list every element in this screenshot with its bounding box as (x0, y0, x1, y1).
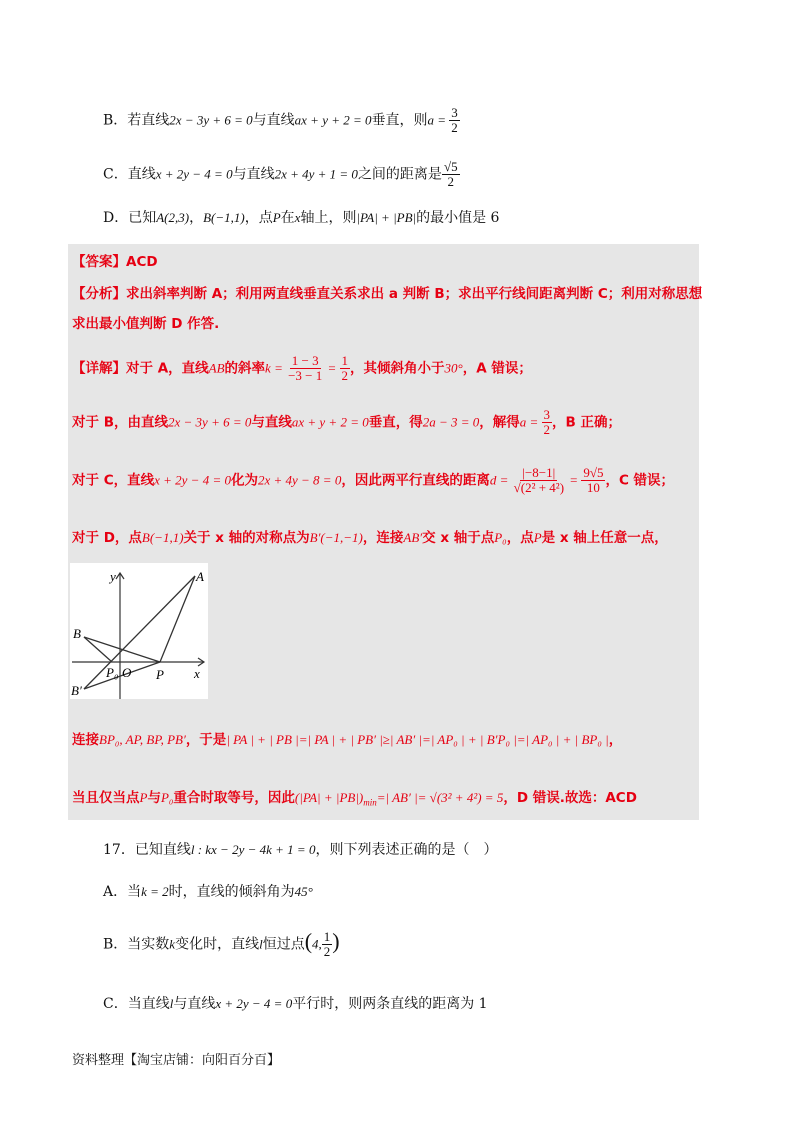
math: B′(−1,−1) (309, 530, 363, 545)
fraction (286, 354, 324, 383)
analysis-line-1: 【分析】求出斜率判断 A；利用两直线垂直关系求出 a 判断 B；求出平行线间距离判断 C；利用对称思想 (72, 286, 703, 302)
denominator: −3 − 1 (288, 368, 323, 383)
text: ，因此两平行直线的距离 (341, 472, 490, 489)
detail-a (72, 354, 532, 383)
numerator: |−8−1| (522, 465, 556, 480)
text: 当实数 (127, 936, 170, 953)
text: ，连接 (362, 530, 404, 546)
label-x: x (194, 666, 200, 681)
math: x + 2y − 4 = 0 (154, 472, 231, 488)
q17-option-c (103, 994, 488, 1014)
numerator: 3 (451, 105, 458, 120)
math: x (294, 210, 301, 225)
text: 与直线 (251, 414, 292, 431)
text: 在 (280, 210, 295, 226)
math: P₀ (494, 530, 507, 545)
option-b-label: B． (103, 112, 128, 129)
math: | PA | + | PB |=| PA | + | PB′ |≥| AB′ |=| AP₀ | + | B′P₀ |=| AP₀ | + | BP₀ | (226, 732, 609, 747)
math: k = 2 (141, 884, 169, 899)
fraction (581, 466, 605, 495)
text: 与 (147, 790, 161, 806)
text: 已知 (128, 210, 157, 226)
fraction (322, 930, 333, 959)
label-b-prime: B′ (71, 683, 82, 698)
math: k = (265, 360, 287, 376)
math: d = (489, 472, 512, 488)
math: (|PA| + |PB|) (294, 790, 364, 805)
option-b (103, 106, 460, 135)
math: = (324, 360, 340, 376)
math: l (259, 936, 263, 952)
math: x + 2y − 4 = 0 (155, 166, 233, 182)
q17-option-b (103, 930, 340, 959)
math: = (566, 472, 582, 488)
denominator: 2 (323, 944, 331, 959)
math-subscript: min (363, 797, 377, 808)
detail-b (72, 408, 621, 437)
text: ，其倾斜角小于 (350, 360, 445, 377)
detail-c (72, 466, 674, 495)
math: 2x − 3y + 6 = 0 (168, 414, 252, 430)
text: 之间的距离是 (357, 166, 442, 183)
label-p0: P₀ (106, 665, 119, 680)
math: AB (208, 360, 225, 376)
coordinate-figure (70, 563, 212, 703)
label-a: A (196, 569, 204, 584)
text: 与直线 (252, 112, 295, 129)
numerator: 3 (543, 407, 551, 422)
label-y: y (110, 569, 116, 584)
text: ，点 (506, 530, 534, 546)
final-line (72, 788, 637, 813)
math: =| AB′ |= √(3² + 4²) = 5 (376, 790, 504, 805)
text: 垂直，则 (371, 112, 428, 129)
math: a = (519, 414, 542, 430)
math: 2x − 3y + 6 = 0 (169, 112, 253, 128)
text: 已知直线 (134, 842, 191, 858)
option-label: A． (103, 884, 128, 900)
math: P (533, 530, 542, 545)
option-label: C． (103, 996, 128, 1012)
math: 45° (294, 884, 313, 899)
math: 30° (444, 360, 463, 376)
text: 化为 (230, 472, 258, 489)
option-label: B． (103, 936, 128, 953)
fraction (449, 106, 460, 135)
text: 重合时取等号，因此 (173, 790, 295, 806)
question-17-stem (103, 840, 497, 860)
text: ，D 错误.故选：ACD (503, 790, 637, 806)
math: ax + y + 2 = 0 (291, 414, 369, 430)
option-d (103, 208, 499, 228)
text: 时，直线的倾斜角为 (168, 884, 295, 900)
numerator: √5 (443, 159, 458, 174)
text: 平行时，则两条直线的距离为 1 (292, 996, 488, 1012)
text: 直线 (127, 166, 156, 183)
denominator: 10 (586, 480, 600, 495)
question-number: 17． (103, 842, 135, 858)
math: |PA| + |PB| (356, 210, 417, 225)
detail-d (72, 528, 668, 548)
text: 与直线 (232, 166, 275, 183)
math: P (139, 790, 148, 805)
math: P (272, 210, 281, 225)
numerator: 1 − 3 (291, 353, 319, 368)
text: ，C 错误； (605, 472, 675, 489)
q17-option-a (103, 882, 313, 902)
numerator: 9√5 (583, 465, 604, 480)
text: ，A 错误； (462, 360, 532, 377)
text: 与直线 (173, 996, 216, 1012)
text: 的最小值是 6 (416, 210, 500, 226)
text: 当且仅当点 (72, 790, 140, 806)
option-c (103, 160, 460, 189)
math: k (169, 936, 176, 952)
math: BP₀, AP, BP, PB′ (99, 732, 186, 747)
math: ax + y + 2 = 0 (294, 112, 372, 128)
text: ，于是 (185, 732, 227, 748)
denominator: √(2² + 4²) (513, 480, 565, 495)
answer-line: 【答案】ACD (72, 254, 158, 270)
analysis-line-2: 求出最小值判断 D 作答. (72, 316, 220, 332)
fraction (542, 408, 553, 437)
numerator: 1 (341, 353, 349, 368)
text: ，解得 (479, 414, 520, 431)
option-d-label: D． (103, 210, 129, 226)
label-o: O (122, 665, 132, 680)
math: x + 2y − 4 = 0 (215, 996, 293, 1011)
text: 轴上，则 (300, 210, 357, 226)
text: 当 (127, 884, 142, 900)
math: AB′ (403, 530, 423, 545)
paren-close: ) (332, 928, 340, 954)
text: 对于 B，由直线 (72, 414, 168, 431)
paren-open: ( (304, 928, 313, 954)
numerator: 1 (323, 929, 331, 944)
text: ，点 (244, 210, 273, 226)
text: 交 x 轴于点 (422, 530, 495, 546)
text: 若直线 (127, 112, 170, 129)
label-p: P (156, 667, 164, 682)
text: 对于 D，点 (72, 530, 142, 546)
text: 的斜率 (224, 360, 266, 377)
footer: 资料整理【淘宝店铺：向阳百分百】 (72, 1053, 281, 1068)
math: 2x + 4y − 8 = 0 (257, 472, 342, 488)
text: 对于 C，直线 (72, 472, 155, 489)
text: 当直线 (127, 996, 170, 1012)
math: B(−1,1) (141, 530, 184, 545)
fraction (512, 466, 566, 495)
fraction (340, 354, 351, 383)
denominator: 2 (451, 120, 458, 135)
text: 恒过点 (262, 936, 305, 953)
text: ， (608, 732, 623, 748)
math: a = (427, 112, 450, 128)
text: ，B 正确； (552, 414, 622, 431)
math: 2a − 3 = 0 (422, 414, 480, 430)
connect-line (72, 730, 622, 750)
text: 【详解】对于 A，直线 (72, 360, 209, 377)
math: B(−1,1) (203, 210, 245, 225)
text: ，则下列表述正确的是（ ） (315, 842, 498, 858)
denominator: 2 (543, 422, 551, 437)
math: P₀ (160, 790, 174, 805)
math: l : kx − 2y − 4k + 1 = 0 (190, 842, 316, 857)
text: ， (189, 210, 204, 226)
math: l (169, 996, 174, 1011)
text: 关于 x 轴的对称点为 (183, 530, 310, 546)
math: 2x + 4y + 1 = 0 (274, 166, 358, 182)
option-c-label: C． (103, 166, 128, 183)
denominator: 2 (447, 174, 454, 189)
math: A(2,3) (156, 210, 190, 225)
fraction (442, 160, 460, 189)
denominator: 2 (341, 368, 349, 383)
text: 连接 (72, 732, 99, 748)
math: 4, (312, 936, 322, 952)
text: 是 x 轴上任意一点， (541, 530, 668, 546)
text: 垂直，得 (368, 414, 423, 431)
label-b: B (73, 626, 81, 641)
text: 变化时，直线 (175, 936, 260, 953)
